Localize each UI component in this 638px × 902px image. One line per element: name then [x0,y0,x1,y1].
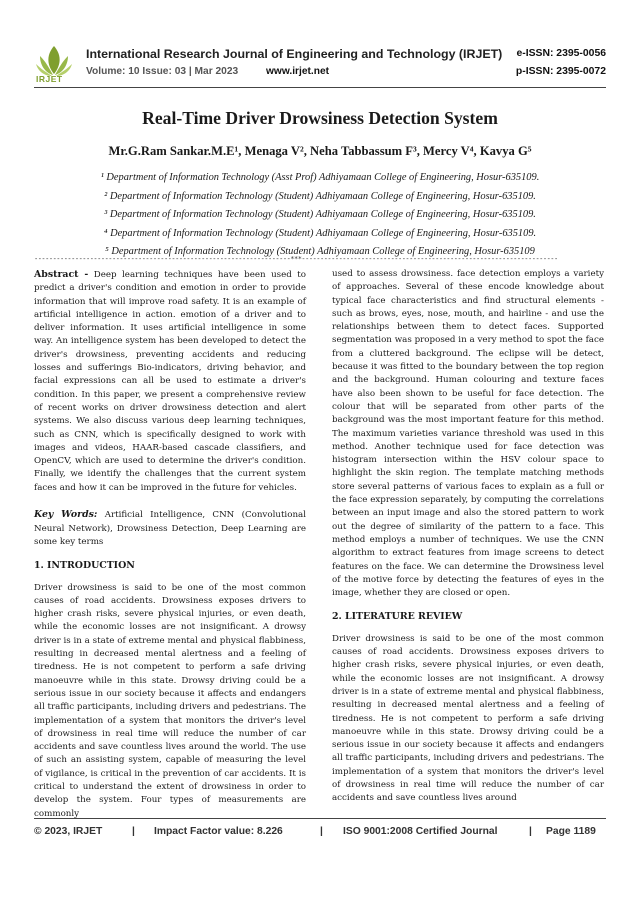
irjet-logo [34,44,74,84]
volume-issue: Volume: 10 Issue: 03 | Mar 2023 [86,66,239,77]
section-heading-introduction: 1. INTRODUCTION [34,560,135,572]
right-column [332,268,604,806]
literature-review-text: Driver drowsiness is said to be one of the most common causes of road accidents. Drowsiness exposes drivers to higher crash risks, severe physical injuries, or even death, while the economic losses are not insignificant. A drowsy driver is in a state of extreme mental and physical flabbiness, resulting in decreased mental alertness and a feeling of tiredness. He is not competent to perform a safe driving manoeuvre while in this state. Drowsy driving could be a serious issue in our society because it affects and endangers all traffic participants, including drivers and pedestrians. The implementation of a system that monitors the driver's level of drowsiness in real time will reduce the number of car accidents and save countless lives around [332,633,604,804]
abstract-text: Deep learning techniques have been used to predict a driver's condition and emotion in order to provide information that will improve road safety. It is an example of artificial intelligence in action. emotion of a driver and to deliver information. It uses artificial intelligence in some way. An intelligence system has been developed to detect the driver's drowsiness, preventing accidents and reducing losses and sufferings Bio-indicators, driving behavior, and facial expressions can all be used to estimate a driver's condition. In this paper, we present a comprehensive review of recent works on driver drowsiness detection and alert systems. We also discuss various deep learning techniques, such as CNN, which is specifically designed to work with images and videos, HAAR-based cascade classifiers, and OpenCV, which are used to determine the driver's condition. Finally, we identify the challenges that the current system faces and how it can be improved in the future for vehicles. [34,270,306,493]
p-issn: p-ISSN: 2395-0072 [515,66,606,77]
header-rule [34,87,606,88]
footer-iso: ISO 9001:2008 Certified Journal [343,826,498,837]
section-heading-literature-review: 2. LITERATURE REVIEW [332,611,463,623]
section-separator: ---------------------------------------------------------------------***--------------------------------------------------------------------- [34,255,558,263]
footer-impact-factor: Impact Factor value: 8.226 [154,826,283,837]
abstract [34,268,306,495]
keywords-text: Artificial Intelligence, CNN (Convolutional Neural Network), Drowsiness Detection, Deep Learning are some key terms [34,510,306,547]
footer-divider: | [529,826,532,837]
author-list: Mr.G.Ram Sankar.M.E¹, Menaga V², Neha Tabbassum F³, Mercy V⁴, Kavya G⁵ [108,144,532,158]
journal-website-link[interactable]: www.irjet.net [266,66,330,77]
continued-text: used to assess drowsiness. face detection employs a variety of approaches. Several of these encode knowledge about typical face characteristics and find structural elements - such as brows, eyes, nose, mouth, and hairline - and use the relationships between them to detect faces. Supported segmentation was proposed in a very method to spot the face from a cluttered background. The eclipse will be detect, because it was fitted to the boundary between the top region and the background. Human colouring and texture faces have also been shown to be useful for face detection. The colour that will be separated from other parts of the background was the most important feature for this method. The maximum varieties variance threshold was used in this method. Another technique used for face detection was histogram intersection within the HSV colour space to highlight the skin region. The template matching methods store several patterns of various faces to explain as a full or the face expression separately, by computing the correlations between an input image and also the stored pattern to work out the degree of similarity of the pattern to a face. This method employs a number of techniques. We use the CNN algorithm to extract features from image screens to detect features on the face. We can determine the Drowsiness level of the motive force by detecting the features of eyes in the image, whether they are closed or open. [332,269,604,599]
paragraph-gap [34,495,306,508]
footer-rule [34,818,606,819]
journal-header [34,44,606,86]
footer-divider: | [132,826,135,837]
affiliation: ² Department of Information Technology (Student) Adhiyamaan College of Engineering, Hosur-635109. [104,190,536,202]
keywords-label: Key Words: [34,509,98,521]
affiliation: ⁴ Department of Information Technology (Student) Adhiyamaan College of Engineering, Hosur-635109. [103,227,537,239]
affiliation: ¹ Department of Information Technology (Asst Prof) Adhiyamaan College of Engineering, Hosur-635109. [100,172,540,183]
affiliation: ⁵ Department of Information Technology (Student) Adhiyamaan College of Engineering, Hosur-635109 [105,246,535,258]
paper-title: Real-Time Driver Drowsiness Detection System [142,108,498,128]
introduction-text: Driver drowsiness is said to be one of the most common causes of road accidents. Drowsiness exposes drivers to higher crash risks, severe physical injuries, or even death, while the economic losses are not insignificant. A drowsy driver is in a state of extreme mental and physical flabbiness, resulting in decreased mental alertness and a feeling of tiredness. He is not competent to perform a safe driving manoeuvre while in this state. Drowsy driving could be a serious issue in our society because it affects and endangers all traffic participants, including drivers and pedestrians. The implementation of a system that monitors the driver's level of drowsiness in real time will reduce the number of car accidents and save countless lives around the world. The use of such an assisting system, capable of measuring the level of vigilance, is critical in the prevention of car accidents. It is critical to understand the extent of drowsiness in order to develop the system. Four types of measurements are commonly [34,582,306,819]
left-column [34,268,306,821]
affiliation-list [34,169,606,262]
leaf-logo-icon [34,44,74,78]
affiliation: ³ Department of Information Technology (Student) Adhiyamaan College of Engineering, Hosur-635109. [104,209,536,221]
logo-wordmark: IRJET [36,74,63,84]
footer-copyright: © 2023, IRJET [34,826,103,837]
keywords [34,508,306,549]
abstract-label: Abstract - [34,269,89,280]
footer-divider: | [320,826,323,837]
footer-page-number: Page 1189 [546,826,596,837]
e-issn: e-ISSN: 2395-0056 [516,48,606,59]
journal-name: International Research Journal of Engineering and Technology (IRJET) [86,47,503,61]
